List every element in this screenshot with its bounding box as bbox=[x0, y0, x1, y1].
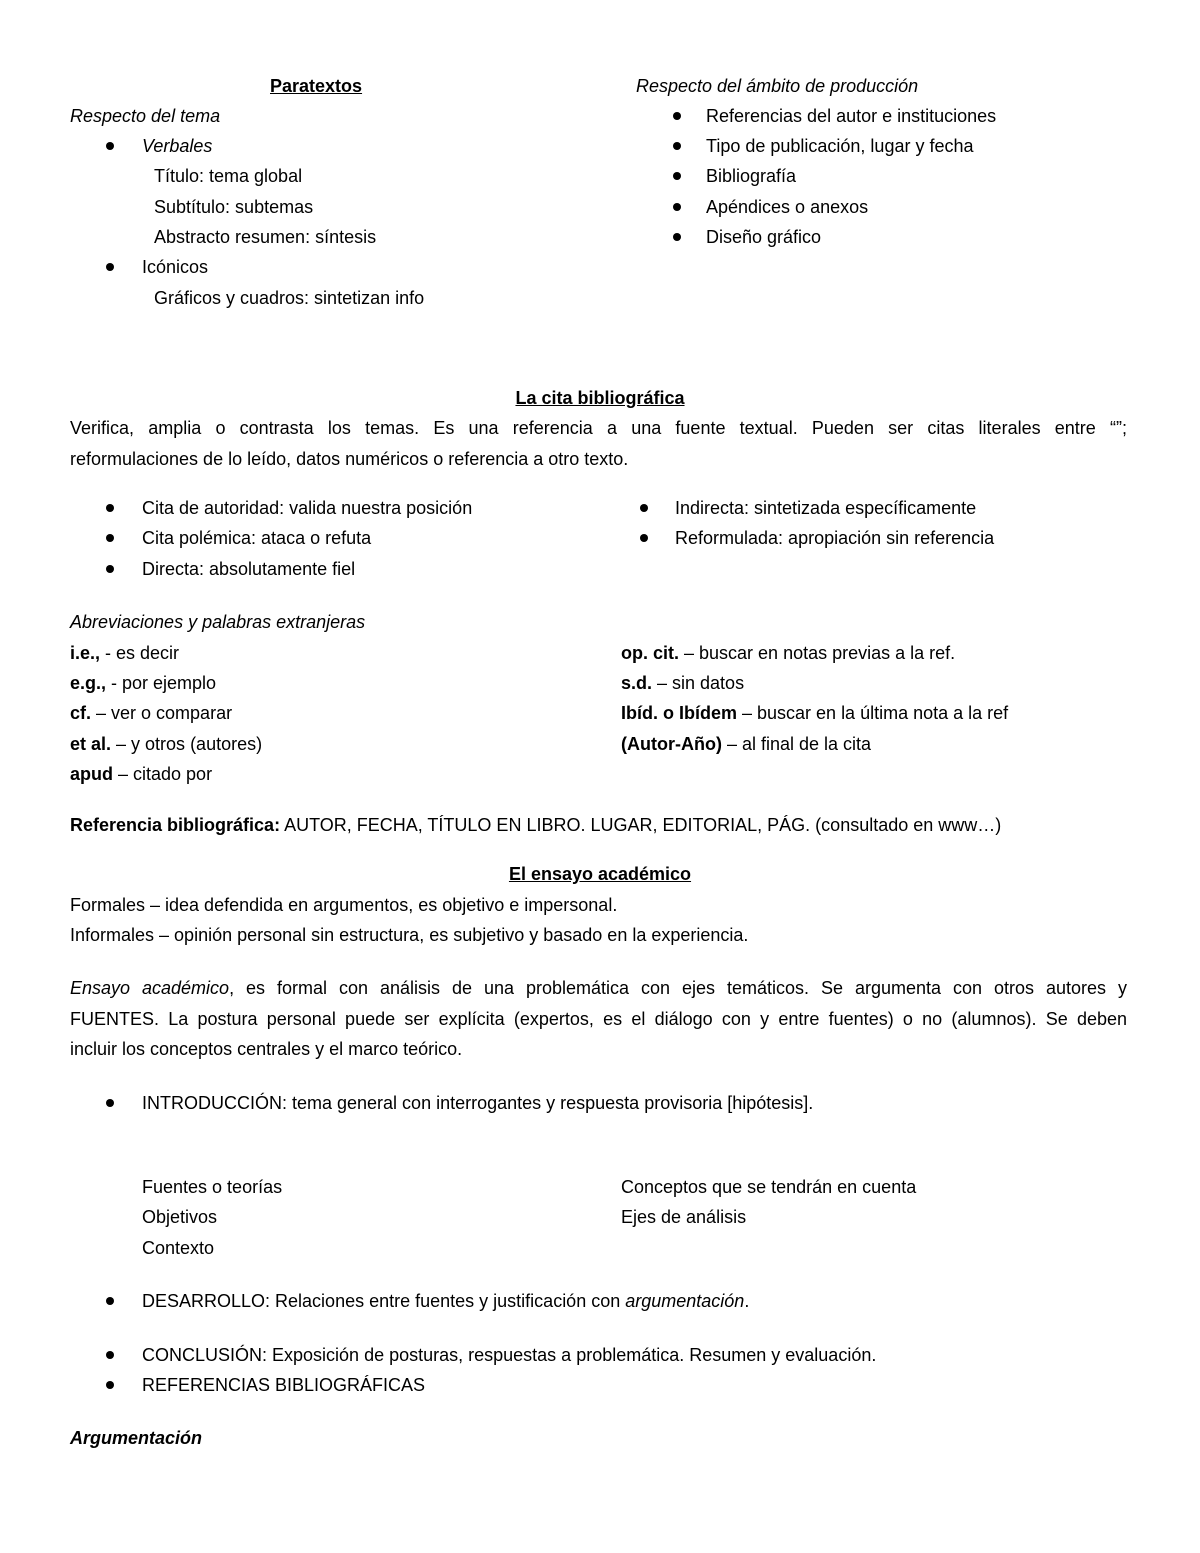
abreviacion-desc: - por ejemplo bbox=[106, 673, 217, 693]
bullet-icon bbox=[106, 263, 114, 271]
intro-subitem: Conceptos que se tendrán en cuenta bbox=[621, 1177, 917, 1197]
bullet-icon bbox=[106, 1297, 114, 1305]
bullet-icon bbox=[673, 233, 681, 241]
abreviacion-item bbox=[70, 671, 216, 695]
titulo-item: Título: tema global bbox=[154, 166, 303, 186]
bullet-icon bbox=[673, 203, 681, 211]
conclusion-item: CONCLUSIÓN: Exposición de posturas, respuestas a problemática. Resumen y evaluación. bbox=[142, 1345, 877, 1365]
cita-type-item: Directa: absolutamente fiel bbox=[142, 559, 356, 579]
abreviacion-desc: – y otros (autores) bbox=[111, 734, 263, 754]
cita-type-item: Reformulada: apropiación sin referencia bbox=[675, 528, 995, 548]
abreviacion-desc: – sin datos bbox=[652, 673, 745, 693]
ambito-item: Tipo de publicación, lugar y fecha bbox=[706, 136, 974, 156]
bullet-icon bbox=[673, 172, 681, 180]
ambito-item: Diseño gráfico bbox=[706, 227, 822, 247]
abreviacion-item bbox=[70, 732, 262, 756]
desarrollo-item bbox=[142, 1289, 749, 1313]
desarrollo-end: . bbox=[744, 1291, 750, 1311]
ensayo-line1-rest: , es formal con análisis de una problemática con ejes temáticos. Se argumenta con otros autores y bbox=[229, 978, 1127, 998]
bullet-icon bbox=[106, 1381, 114, 1389]
abreviacion-term: et al. bbox=[70, 734, 112, 754]
bullet-icon bbox=[106, 534, 114, 542]
referencias-item: REFERENCIAS BIBLIOGRÁFICAS bbox=[142, 1375, 426, 1395]
abreviacion-term: apud bbox=[70, 764, 113, 784]
bullet-icon bbox=[106, 142, 114, 150]
abreviacion-term: (Autor-Año) bbox=[621, 734, 722, 754]
abreviacion-desc: – ver o comparar bbox=[91, 703, 233, 723]
bullet-icon bbox=[640, 534, 648, 542]
argumentacion-heading: Argumentación bbox=[70, 1428, 203, 1448]
intro-subitem: Objetivos bbox=[142, 1207, 218, 1227]
abreviacion-term: e.g., bbox=[70, 673, 107, 693]
tema-heading: Respecto del tema bbox=[70, 106, 221, 126]
ambito-item: Referencias del autor e instituciones bbox=[706, 106, 997, 126]
abreviacion-desc: – buscar en notas previas a la ref. bbox=[679, 643, 956, 663]
bullet-icon bbox=[106, 565, 114, 573]
cita-title-text: La cita bibliográfica bbox=[515, 388, 685, 408]
abreviacion-item bbox=[70, 701, 232, 725]
ambito-item: Bibliografía bbox=[706, 166, 797, 186]
abreviacion-desc: – citado por bbox=[113, 764, 213, 784]
abreviacion-item bbox=[621, 671, 744, 695]
referencia-label: Referencia bibliográfica: bbox=[70, 815, 281, 835]
iconicos-label: Icónicos bbox=[142, 257, 209, 277]
cita-type-item: Indirecta: sintetizada específicamente bbox=[675, 498, 977, 518]
informales-line: Informales – opinión personal sin estructura, es subjetivo y basado en la experiencia. bbox=[70, 925, 749, 945]
abreviacion-term: cf. bbox=[70, 703, 92, 723]
abreviacion-item bbox=[70, 641, 179, 665]
cita-title bbox=[0, 386, 1200, 410]
desarrollo-text: DESARROLLO: Relaciones entre fuentes y justificación con bbox=[142, 1291, 626, 1311]
bullet-icon bbox=[106, 1099, 114, 1107]
formales-line: Formales – idea defendida en argumentos, es objetivo e impersonal. bbox=[70, 895, 618, 915]
verbales-label: Verbales bbox=[142, 136, 213, 156]
ensayo-paragraph-line1 bbox=[70, 976, 1127, 1000]
ensayo-paragraph-line2: FUENTES. La postura personal puede ser explícita (expertos, es el diálogo con y entre fuentes) o no (alumnos). Se deben bbox=[70, 1009, 1127, 1029]
abreviacion-term: op. cit. bbox=[621, 643, 679, 663]
abreviacion-desc: - es decir bbox=[100, 643, 180, 663]
abreviacion-item bbox=[621, 701, 1008, 725]
bullet-icon bbox=[106, 1351, 114, 1359]
ambito-item: Apéndices o anexos bbox=[706, 197, 869, 217]
ambito-heading: Respecto del ámbito de producción bbox=[636, 76, 919, 96]
abreviacion-term: s.d. bbox=[621, 673, 653, 693]
referencia-format: AUTOR, FECHA, TÍTULO EN LIBRO. LUGAR, EDITORIAL, PÁG. (consultado en www…) bbox=[280, 815, 1002, 835]
bullet-icon bbox=[106, 504, 114, 512]
ensayo-paragraph-line3: incluir los conceptos centrales y el marco teórico. bbox=[70, 1039, 463, 1059]
intro-subitem: Contexto bbox=[142, 1238, 215, 1258]
ensayo-term: Ensayo académico bbox=[70, 978, 230, 998]
bullet-icon bbox=[673, 142, 681, 150]
abreviacion-item bbox=[70, 762, 212, 786]
abstracto-item: Abstracto resumen: síntesis bbox=[154, 227, 377, 247]
referencia-line bbox=[70, 813, 1001, 837]
abreviacion-item bbox=[621, 732, 871, 756]
bullet-icon bbox=[640, 504, 648, 512]
abreviacion-desc: – buscar en la última nota a la ref bbox=[737, 703, 1009, 723]
abreviacion-item bbox=[621, 641, 955, 665]
paratextos-title: Paratextos bbox=[270, 76, 363, 96]
bullet-icon bbox=[673, 112, 681, 120]
introduccion-item: INTRODUCCIÓN: tema general con interrogantes y respuesta provisoria [hipótesis]. bbox=[142, 1093, 814, 1113]
desarrollo-emphasis: argumentación bbox=[625, 1291, 745, 1311]
abreviacion-term: Ibíd. o Ibídem bbox=[621, 703, 737, 723]
ensayo-title bbox=[0, 862, 1200, 886]
abreviaciones-heading: Abreviaciones y palabras extranjeras bbox=[70, 612, 366, 632]
abreviacion-term: i.e., bbox=[70, 643, 101, 663]
intro-subitem: Ejes de análisis bbox=[621, 1207, 747, 1227]
graficos-item: Gráficos y cuadros: sintetizan info bbox=[154, 288, 425, 308]
cita-type-item: Cita de autoridad: valida nuestra posición bbox=[142, 498, 473, 518]
cita-paragraph-line2: reformulaciones de lo leído, datos numéricos o referencia a otro texto. bbox=[70, 449, 629, 469]
ensayo-title-text: El ensayo académico bbox=[508, 864, 692, 884]
cita-type-item: Cita polémica: ataca o refuta bbox=[142, 528, 372, 548]
abreviacion-desc: – al final de la cita bbox=[721, 734, 872, 754]
subtitulo-item: Subtítulo: subtemas bbox=[154, 197, 314, 217]
cita-paragraph-line1: Verifica, amplia o contrasta los temas. Es una referencia a una fuente textual. Pueden ser citas literales entre “”; bbox=[70, 418, 1127, 438]
intro-subitem: Fuentes o teorías bbox=[142, 1177, 283, 1197]
